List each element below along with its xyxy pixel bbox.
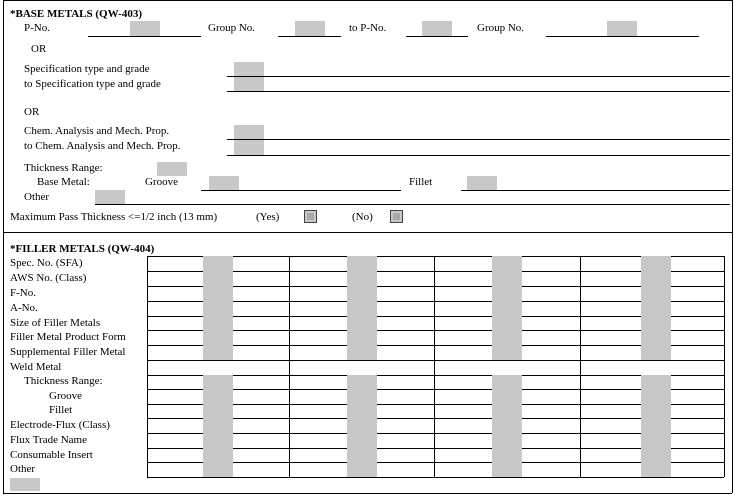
groove-label: Groove (145, 176, 178, 188)
group-no-label-1: Group No. (208, 22, 256, 34)
spec-line-2 (227, 91, 730, 92)
row-label-aws-no: AWS No. (Class) (10, 272, 87, 284)
top-border (3, 0, 732, 1)
to-p-no-line (406, 36, 468, 37)
to-p-no-field[interactable] (422, 21, 452, 36)
left-border (3, 0, 4, 493)
yes-checkbox[interactable] (304, 210, 317, 223)
filler-field-column-1-upper[interactable] (203, 256, 233, 360)
or-label-1: OR (31, 43, 47, 55)
row-label-thickness-range: Thickness Range: (24, 375, 103, 387)
filler-field-column-2-lower[interactable] (347, 375, 377, 477)
grid-row-line (147, 345, 724, 346)
filler-metals-heading: *FILLER METALS (QW-404) (10, 243, 155, 255)
grid-row-line (147, 389, 724, 390)
group-no-line-1 (278, 36, 341, 37)
thickness-range-field[interactable] (157, 162, 187, 176)
chem-label-1: Chem. Analysis and Mech. Prop. (24, 125, 170, 137)
grid-row-line (147, 316, 724, 317)
filler-other-field[interactable] (10, 478, 40, 491)
spec-field-2[interactable] (234, 77, 264, 91)
grid-row-line (147, 286, 724, 287)
filler-field-column-2-upper[interactable] (347, 256, 377, 360)
filler-field-column-4-lower[interactable] (641, 375, 671, 477)
row-label-flux-trade-name: Flux Trade Name (10, 434, 87, 446)
grid-row-line (147, 256, 724, 257)
no-label: (No) (352, 211, 373, 223)
bottom-border (3, 493, 732, 494)
row-label-supplemental: Supplemental Filler Metal (10, 346, 126, 358)
right-border (732, 0, 733, 493)
grid-row-line (147, 375, 724, 376)
other-line (95, 204, 730, 205)
grid-row-line (147, 462, 724, 463)
or-label-2: OR (24, 106, 40, 118)
thickness-range-label: Thickness Range: (24, 162, 103, 174)
row-label-electrode-flux: Electrode-Flux (Class) (10, 419, 110, 431)
chem-line-1 (227, 139, 730, 140)
filler-field-column-3-upper[interactable] (492, 256, 522, 360)
row-label-groove: Groove (49, 390, 82, 402)
group-no-field-1[interactable] (295, 21, 325, 36)
grid-column-line (147, 256, 148, 477)
row-label-other: Other (10, 463, 36, 475)
chem-label-2: to Chem. Analysis and Mech. Prop. (24, 140, 181, 152)
grid-row-line (147, 271, 724, 272)
grid-row-line (147, 360, 724, 361)
max-pass-label: Maximum Pass Thickness <=1/2 inch (13 mm) (10, 211, 218, 223)
group-no-field-2[interactable] (607, 21, 637, 36)
p-no-field[interactable] (130, 21, 160, 36)
grid-column-line (580, 256, 581, 477)
base-metal-label: Base Metal: (37, 176, 90, 188)
row-label-weld-metal: Weld Metal (10, 361, 62, 373)
grid-column-line (289, 256, 290, 477)
filler-field-column-3-lower[interactable] (492, 375, 522, 477)
grid-row-line (147, 330, 724, 331)
chem-field-1[interactable] (234, 125, 264, 139)
row-label-f-no: F-No. (10, 287, 36, 299)
filler-field-column-1-lower[interactable] (203, 375, 233, 477)
grid-row-line (147, 404, 724, 405)
grid-row-line (147, 433, 724, 434)
chem-line-2 (227, 155, 730, 156)
row-label-product-form: Filler Metal Product Form (10, 331, 126, 343)
grid-row-line (147, 301, 724, 302)
section-divider (3, 232, 732, 233)
groove-field[interactable] (209, 176, 239, 190)
row-label-fillet: Fillet (49, 404, 73, 416)
groove-line (201, 190, 401, 191)
fillet-line (461, 190, 730, 191)
grid-row-line (147, 418, 724, 419)
other-label: Other (24, 191, 50, 203)
group-no-label-2: Group No. (477, 22, 525, 34)
spec-field-1[interactable] (234, 62, 264, 76)
p-no-label: P-No. (24, 22, 50, 34)
yes-label: (Yes) (256, 211, 280, 223)
spec-label-2: to Specification type and grade (24, 78, 161, 90)
fillet-label: Fillet (409, 176, 433, 188)
grid-column-line (434, 256, 435, 477)
base-metals-heading: *BASE METALS (QW-403) (10, 8, 143, 20)
p-no-line (88, 36, 201, 37)
no-checkbox[interactable] (390, 210, 403, 223)
other-field[interactable] (95, 190, 125, 204)
spec-line-1 (227, 76, 730, 77)
row-label-a-no: A-No. (10, 302, 38, 314)
row-label-consumable-insert: Consumable Insert (10, 449, 93, 461)
fillet-field[interactable] (467, 176, 497, 190)
to-p-no-label: to P-No. (349, 22, 387, 34)
grid-row-line (147, 477, 724, 478)
chem-field-2[interactable] (234, 140, 264, 155)
spec-label-1: Specification type and grade (24, 63, 150, 75)
grid-row-line (147, 448, 724, 449)
filler-field-column-4-upper[interactable] (641, 256, 671, 360)
group-no-line-2 (546, 36, 699, 37)
row-label-size: Size of Filler Metals (10, 317, 101, 329)
grid-column-line (724, 256, 725, 477)
row-label-spec-no: Spec. No. (SFA) (10, 257, 83, 269)
